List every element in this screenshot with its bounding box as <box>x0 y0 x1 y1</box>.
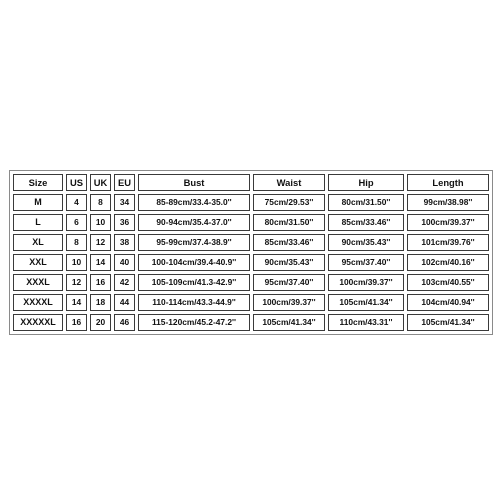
cell-hip: 85cm/33.46'' <box>328 214 404 231</box>
cell-size: XXXXXL <box>13 314 63 331</box>
cell-eu: 44 <box>114 294 135 311</box>
cell-us: 10 <box>66 254 87 271</box>
cell-length: 103cm/40.55'' <box>407 274 489 291</box>
cell-uk: 14 <box>90 254 111 271</box>
cell-uk: 8 <box>90 194 111 211</box>
cell-length: 100cm/39.37'' <box>407 214 489 231</box>
cell-uk: 10 <box>90 214 111 231</box>
cell-length: 104cm/40.94'' <box>407 294 489 311</box>
table-row <box>13 234 489 251</box>
table-row <box>13 314 489 331</box>
cell-hip: 80cm/31.50'' <box>328 194 404 211</box>
header-size: Size <box>13 174 63 191</box>
cell-size: XXXL <box>13 274 63 291</box>
cell-size: L <box>13 214 63 231</box>
cell-waist: 95cm/37.40'' <box>253 274 325 291</box>
table-row <box>13 274 489 291</box>
cell-us: 12 <box>66 274 87 291</box>
cell-size: XXL <box>13 254 63 271</box>
header-row <box>13 174 489 191</box>
cell-eu: 34 <box>114 194 135 211</box>
cell-us: 14 <box>66 294 87 311</box>
cell-waist: 75cm/29.53'' <box>253 194 325 211</box>
cell-length: 102cm/40.16'' <box>407 254 489 271</box>
cell-eu: 38 <box>114 234 135 251</box>
size-chart-table <box>9 170 493 335</box>
table-row <box>13 194 489 211</box>
header-uk: UK <box>90 174 111 191</box>
cell-uk: 18 <box>90 294 111 311</box>
cell-us: 4 <box>66 194 87 211</box>
header-hip: Hip <box>328 174 404 191</box>
header-us: US <box>66 174 87 191</box>
cell-waist: 85cm/33.46'' <box>253 234 325 251</box>
header-eu: EU <box>114 174 135 191</box>
cell-eu: 36 <box>114 214 135 231</box>
cell-length: 99cm/38.98'' <box>407 194 489 211</box>
table-row <box>13 214 489 231</box>
cell-hip: 105cm/41.34'' <box>328 294 404 311</box>
cell-size: M <box>13 194 63 211</box>
cell-bust: 90-94cm/35.4-37.0'' <box>138 214 250 231</box>
cell-eu: 46 <box>114 314 135 331</box>
cell-size: XXXXL <box>13 294 63 311</box>
cell-length: 105cm/41.34'' <box>407 314 489 331</box>
cell-eu: 40 <box>114 254 135 271</box>
cell-length: 101cm/39.76'' <box>407 234 489 251</box>
cell-eu: 42 <box>114 274 135 291</box>
header-waist: Waist <box>253 174 325 191</box>
cell-waist: 80cm/31.50'' <box>253 214 325 231</box>
cell-hip: 90cm/35.43'' <box>328 234 404 251</box>
cell-us: 6 <box>66 214 87 231</box>
header-bust: Bust <box>138 174 250 191</box>
cell-waist: 105cm/41.34'' <box>253 314 325 331</box>
cell-bust: 105-109cm/41.3-42.9'' <box>138 274 250 291</box>
cell-us: 8 <box>66 234 87 251</box>
header-length: Length <box>407 174 489 191</box>
table-row <box>13 254 489 271</box>
cell-bust: 85-89cm/33.4-35.0'' <box>138 194 250 211</box>
cell-uk: 16 <box>90 274 111 291</box>
cell-hip: 110cm/43.31'' <box>328 314 404 331</box>
cell-hip: 95cm/37.40'' <box>328 254 404 271</box>
cell-bust: 115-120cm/45.2-47.2'' <box>138 314 250 331</box>
cell-bust: 95-99cm/37.4-38.9'' <box>138 234 250 251</box>
cell-us: 16 <box>66 314 87 331</box>
cell-waist: 90cm/35.43'' <box>253 254 325 271</box>
cell-uk: 12 <box>90 234 111 251</box>
cell-bust: 100-104cm/39.4-40.9'' <box>138 254 250 271</box>
cell-size: XL <box>13 234 63 251</box>
table-row <box>13 294 489 311</box>
cell-uk: 20 <box>90 314 111 331</box>
cell-waist: 100cm/39.37'' <box>253 294 325 311</box>
cell-bust: 110-114cm/43.3-44.9'' <box>138 294 250 311</box>
cell-hip: 100cm/39.37'' <box>328 274 404 291</box>
